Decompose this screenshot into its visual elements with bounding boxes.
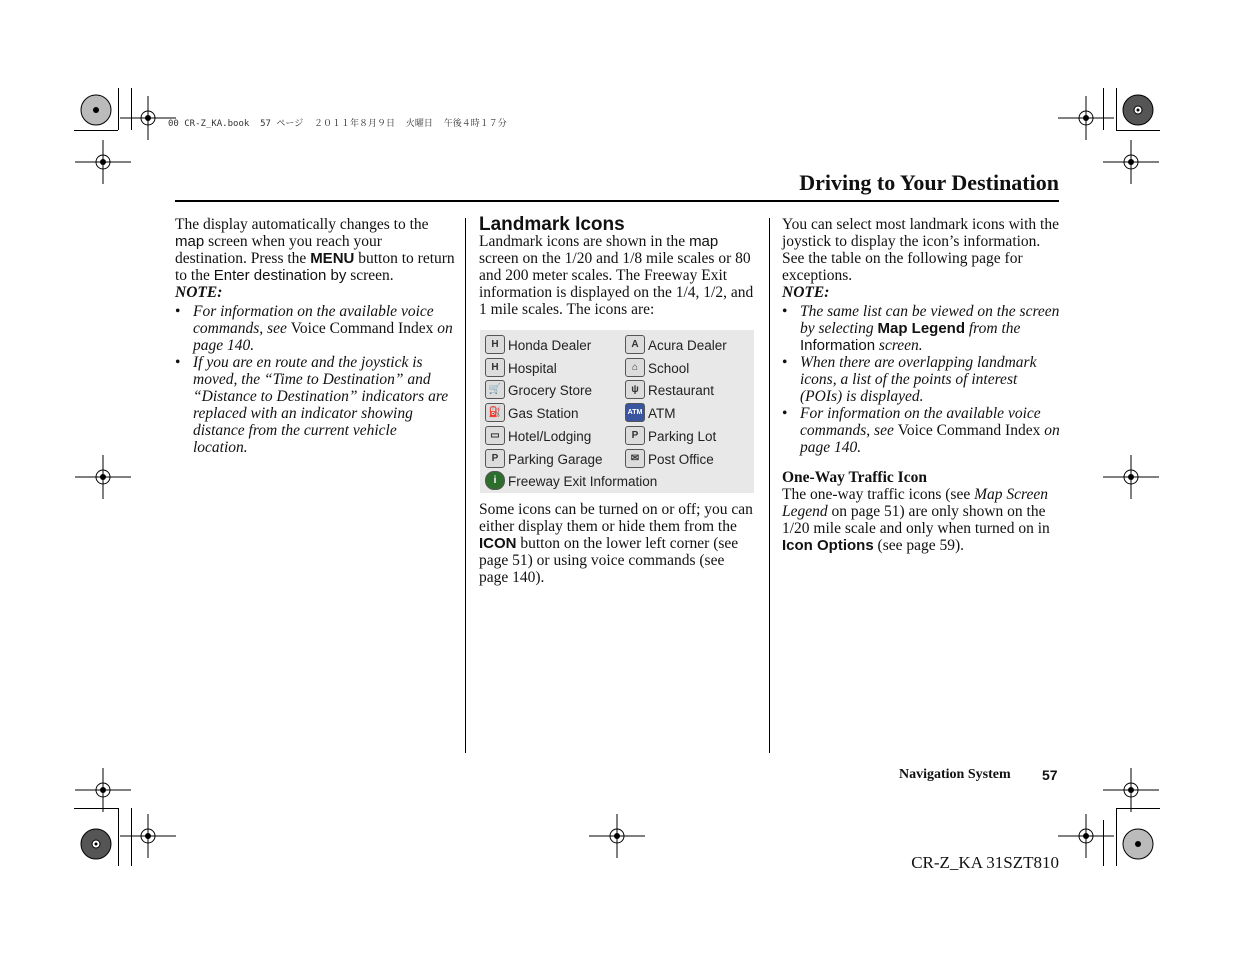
paragraph: Landmark icons are shown in the map screen on the 1/20 and 1/8 mile scales or 80 and 200 meter scales. The Freeway Exit information is displayed on the 1/4, 1/2, and 1 mile scales. The icons are: bbox=[479, 233, 754, 318]
icon-label: Grocery Store bbox=[508, 383, 593, 399]
paragraph: You can select most landmark icons with the joystick to display the icon’s information. See the table on the following page for exceptions. bbox=[782, 216, 1059, 284]
note-heading: NOTE: bbox=[175, 284, 223, 301]
icon-label: Hospital bbox=[508, 360, 557, 376]
list-item: • For information on the available voice commands, see Voice Command Index on page 140. bbox=[782, 405, 1062, 456]
landmark-icon-table bbox=[480, 330, 754, 493]
note-list bbox=[782, 303, 1062, 456]
header-rule bbox=[175, 200, 1059, 202]
icon-label: Freeway Exit Information bbox=[508, 474, 658, 490]
note-heading: NOTE: bbox=[782, 284, 830, 301]
footer-section: Navigation System bbox=[899, 767, 1011, 782]
document-code: CR-Z_KA 31SZT810 bbox=[911, 853, 1059, 872]
icon-label: Restaurant bbox=[648, 383, 715, 399]
column-right bbox=[782, 216, 1062, 554]
column-divider bbox=[769, 218, 770, 753]
grocery-cart-icon: 🛒 bbox=[485, 380, 505, 399]
info-icon: i bbox=[485, 471, 505, 490]
atm-icon: ATM bbox=[625, 403, 645, 422]
restaurant-icon: ψ bbox=[625, 380, 645, 399]
column-middle-lower bbox=[479, 501, 757, 586]
icon-label: Hotel/Lodging bbox=[508, 428, 592, 444]
list-item: • When there are overlapping landmark icons, a list of the points of interest (POIs) is displayed. bbox=[782, 354, 1062, 405]
paragraph: Some icons can be turned on or off; you can either display them or hide them from the ICON button on the lower left corner (see page 51) or using voice commands (see page 140). bbox=[479, 501, 753, 586]
list-item: • For information on the available voice commands, see Voice Command Index on page 140. bbox=[175, 303, 455, 354]
paragraph: The one-way traffic icons (see Map Screen Legend on page 51) are only shown on the 1/20 mile scale and only when turned on in Icon Options (see page 59). bbox=[782, 486, 1050, 554]
icon-label: School bbox=[648, 360, 690, 376]
acura-logo-icon: A bbox=[625, 335, 645, 354]
school-icon: ⌂ bbox=[625, 358, 645, 377]
sub-heading: One-Way Traffic Icon bbox=[782, 469, 927, 486]
page-title: Driving to Your Destination bbox=[799, 170, 1059, 195]
note-list bbox=[175, 303, 455, 456]
column-middle bbox=[479, 216, 757, 318]
icon-label: Parking Garage bbox=[508, 451, 603, 467]
icon-label: Honda Dealer bbox=[508, 338, 592, 353]
gas-pump-icon: ⛽ bbox=[485, 403, 505, 422]
icon-label: Acura Dealer bbox=[648, 338, 727, 353]
icon-label: Post Office bbox=[648, 451, 714, 467]
list-item: • If you are en route and the joystick is moved, the “Time to Destination” and “Distance to Destination” indicators are replaced with an indicator showing distance from the current vehicle location. bbox=[175, 354, 455, 456]
paragraph: The display automatically changes to the map screen when you reach your destination. Press the MENU button to return to the Enter destination by screen. bbox=[175, 216, 455, 284]
honda-logo-icon: H bbox=[485, 335, 505, 354]
column-left bbox=[175, 216, 455, 456]
icon-label: Gas Station bbox=[508, 406, 579, 422]
print-slug: 00 CR-Z_KA.book 57 ページ ２０１１年８月９日 火曜日 午後４時１７分 bbox=[168, 119, 507, 129]
page-number: 57 bbox=[1042, 767, 1058, 783]
hospital-icon: H bbox=[485, 358, 505, 377]
icon-label: ATM bbox=[648, 406, 676, 422]
section-heading: Landmark Icons bbox=[479, 214, 625, 235]
parking-icon: P bbox=[625, 426, 645, 445]
bed-icon: ▭ bbox=[485, 426, 505, 445]
mailbox-icon: ✉ bbox=[625, 449, 645, 468]
column-divider bbox=[465, 218, 466, 753]
list-item: • The same list can be viewed on the screen by selecting Map Legend from the Information screen. bbox=[782, 303, 1062, 354]
parking-garage-icon: P bbox=[485, 449, 505, 468]
icon-label: Parking Lot bbox=[648, 428, 717, 444]
